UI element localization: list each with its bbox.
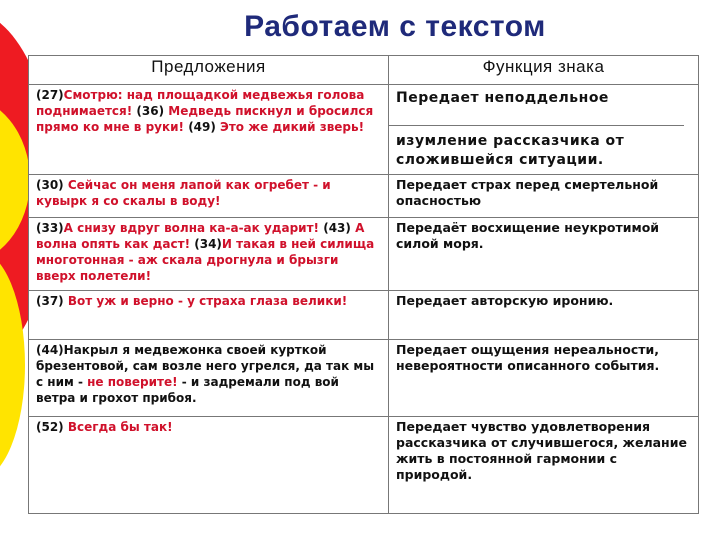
sentence-fragment: Это же дикий зверь! xyxy=(220,120,365,134)
column-header-sentences: Предложения xyxy=(29,56,389,85)
sentence-fragment: (52) xyxy=(36,420,68,434)
sentence-cell xyxy=(29,175,389,218)
sentence-cell xyxy=(29,291,389,340)
sentence-fragment: (43) xyxy=(319,221,356,235)
sentence-fragment: (34) xyxy=(190,237,222,251)
sentence-fragment: не поверите! xyxy=(87,375,178,389)
function-text-top: Передает неподдельное xyxy=(396,90,609,106)
table-row xyxy=(29,218,699,291)
sentence-fragment: (49) xyxy=(184,120,221,134)
sentence-fragment: Медведь пискнул и бросился прямо ко мне в руки! xyxy=(36,104,374,134)
page-title: Работаем с текстом xyxy=(244,10,546,43)
function-cell: Передает чувство удовлетворения рассказчика от случившегося, желание жить в постоянной гармонии с природой. xyxy=(389,417,699,514)
function-cell: Передает авторскую иронию. xyxy=(389,291,699,340)
sentence-fragment: (27) xyxy=(36,88,64,102)
sentence-fragment: Всегда бы так! xyxy=(67,420,173,434)
column-header-function: Функция знака xyxy=(389,56,699,85)
sentence-cell xyxy=(29,85,389,175)
sentence-cell xyxy=(29,340,389,417)
sentence-fragment: А снизу вдруг волна ка-а-ак ударит! xyxy=(63,221,320,235)
sentence-fragment: (33) xyxy=(36,221,64,235)
function-cell: Передает ощущения нереальности, невероятности описанного события. xyxy=(389,340,699,417)
function-cell xyxy=(389,85,699,175)
sentence-fragment: Вот уж и верно - у страха глаза велики! xyxy=(67,294,348,308)
sentence-fragment: (36) xyxy=(132,104,169,118)
function-cell: Передаёт восхищение неукротимой силой моря. xyxy=(389,218,699,291)
table-row xyxy=(29,291,699,340)
table-header-row xyxy=(29,56,699,85)
table-row xyxy=(29,85,699,175)
table-row xyxy=(29,417,699,514)
function-cell: Передает страх перед смертельной опасностью xyxy=(389,175,699,218)
sentence-fragment: - и задремали под вой ветра и грохот прибоя. xyxy=(36,375,339,405)
sentence-fragment: (37) xyxy=(36,294,68,308)
sentence-fragment: (44)Накрыл я медвежонка своей курткой брезентовой, сам возле него угрелся, да так мы с ним - xyxy=(36,343,375,389)
function-text-bottom: изумление рассказчика от сложившейся ситуации. xyxy=(396,133,625,168)
sentence-fragment: Сейчас он меня лапой как огребет - и кувырк я со скалы в воду! xyxy=(36,178,331,208)
sentence-fragment: А волна опять как даст! xyxy=(36,221,365,251)
analysis-table xyxy=(28,55,699,514)
sentence-fragment: (30) xyxy=(36,178,68,192)
sentence-cell xyxy=(29,417,389,514)
sentence-fragment: Смотрю: над площадкой медвежья голова поднимается! xyxy=(36,88,365,118)
table-row xyxy=(29,340,699,417)
sentence-cell xyxy=(29,218,389,291)
sentence-fragment: И такая в ней силища многотонная - аж скала дрогнула и брызги вверх полетели! xyxy=(36,237,375,283)
table-row xyxy=(29,175,699,218)
